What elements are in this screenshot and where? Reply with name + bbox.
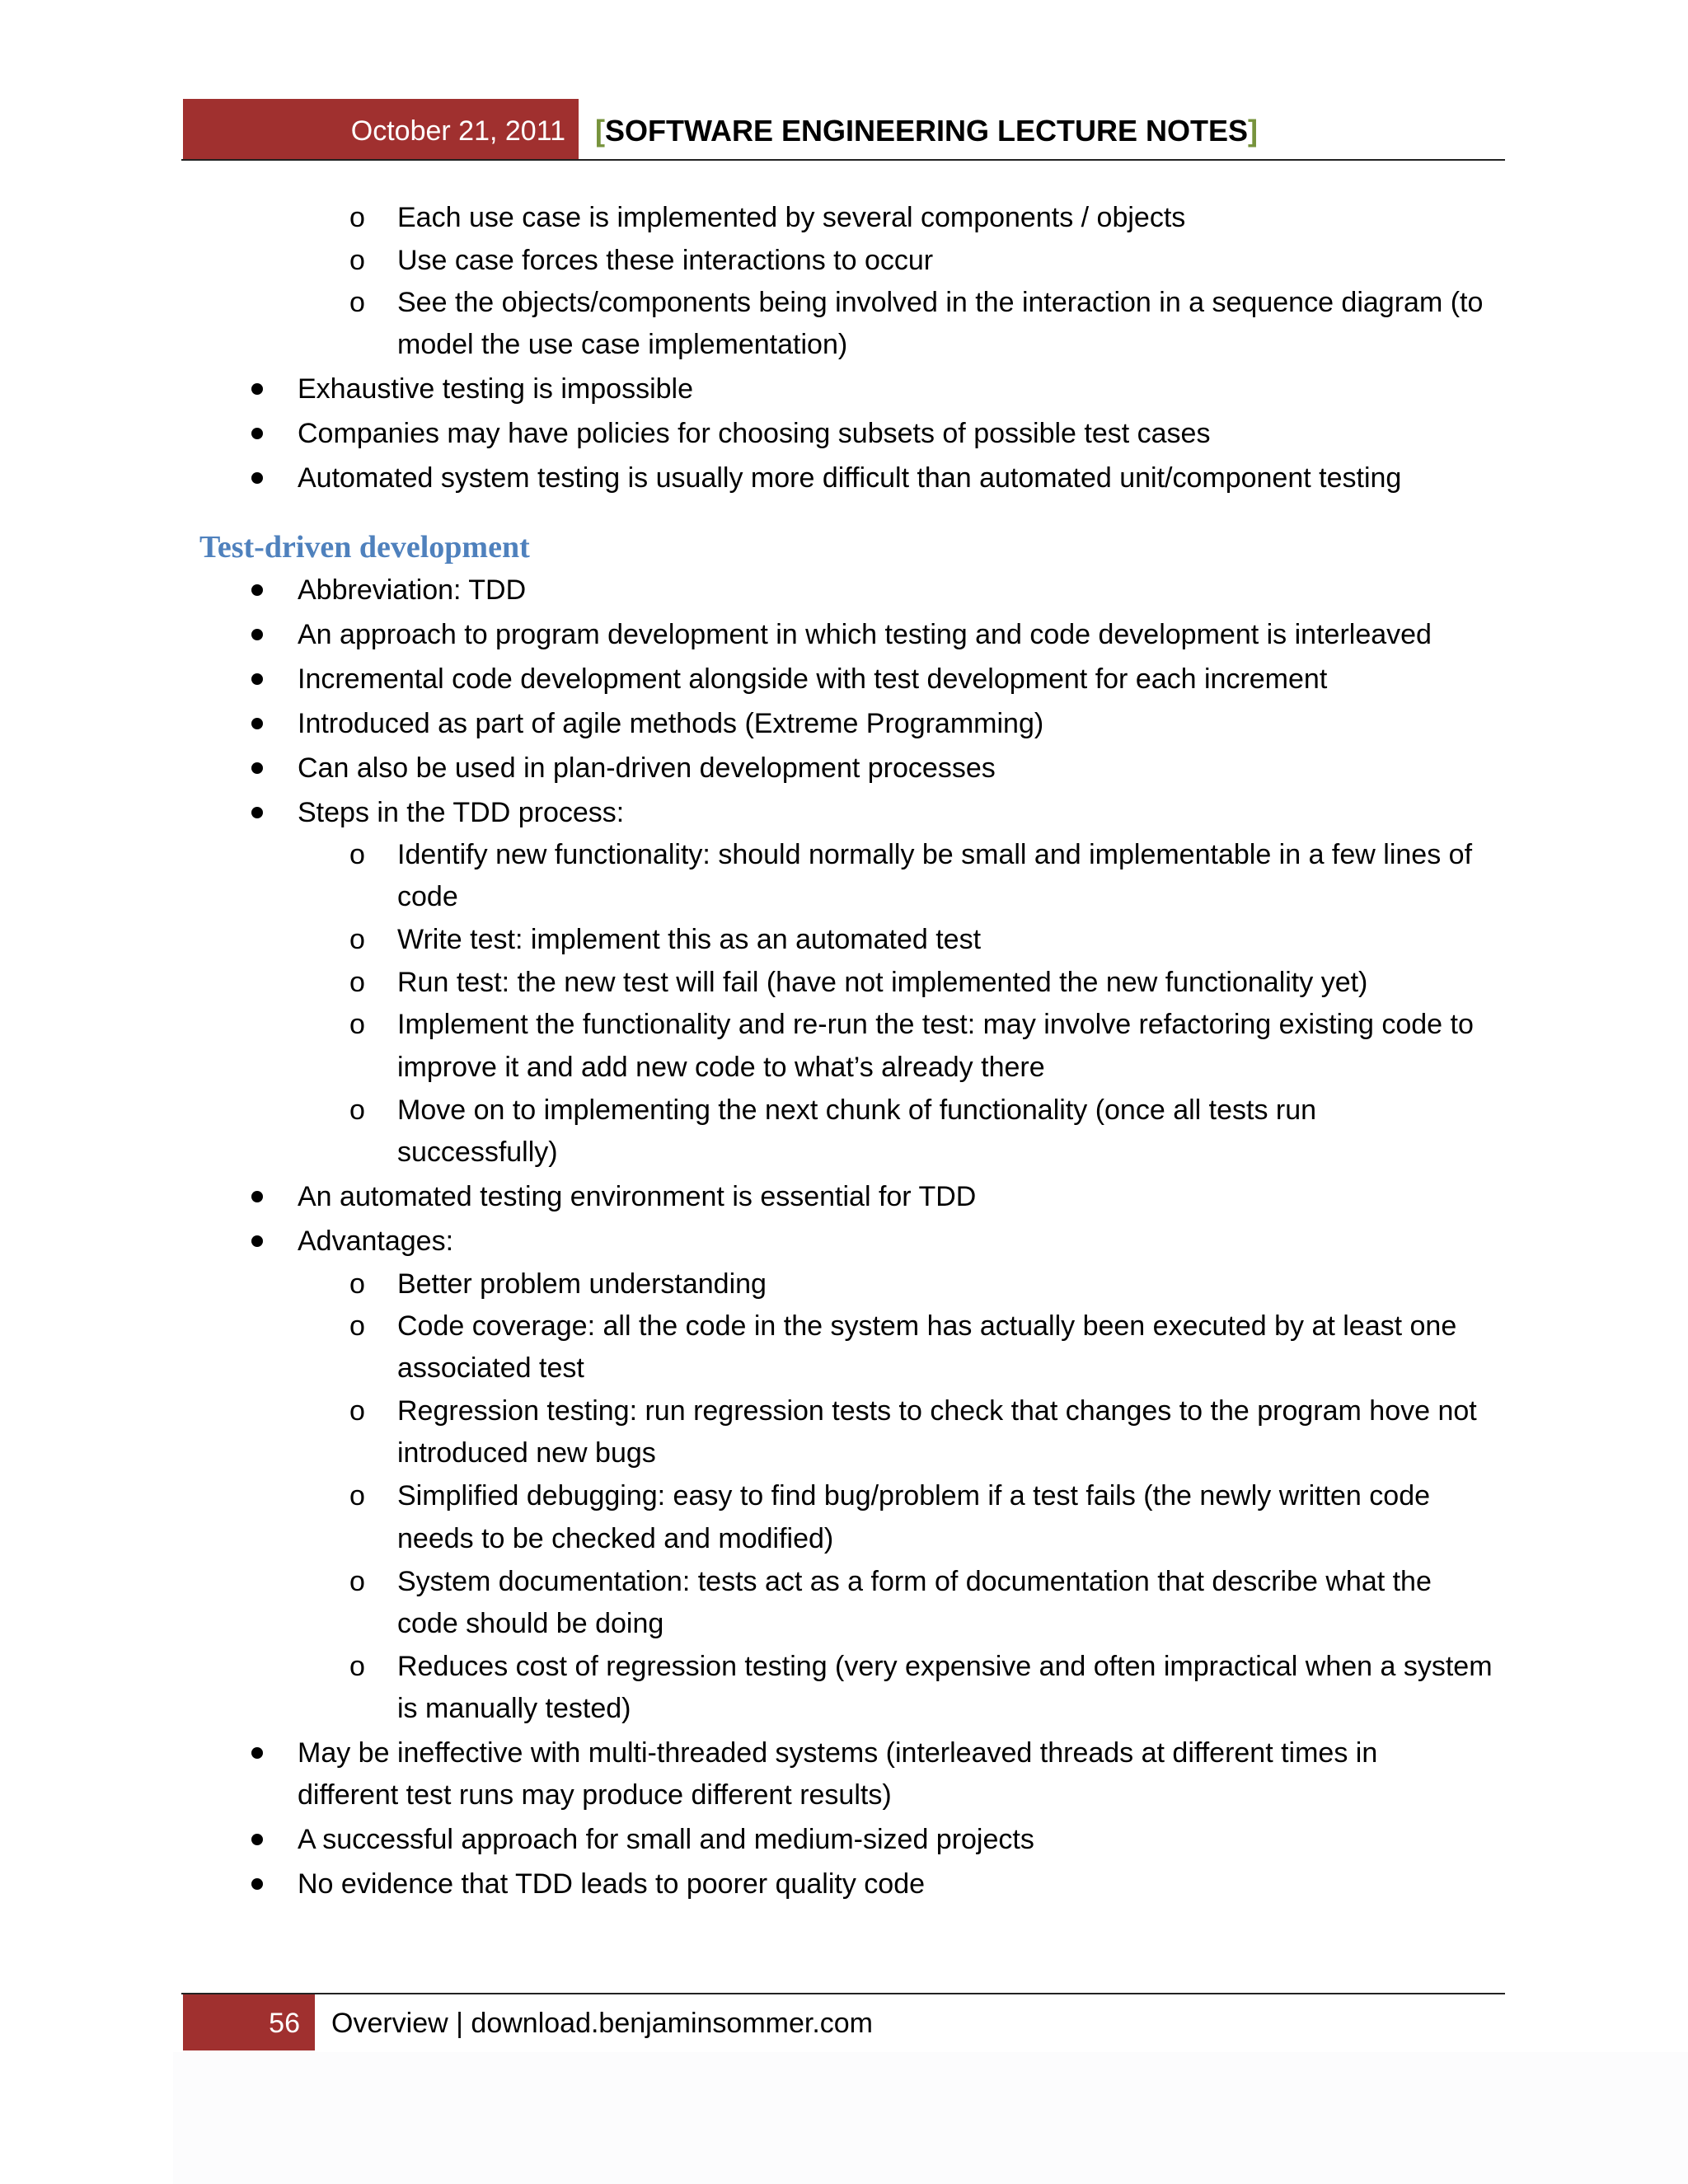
list-item: Advantages: bbox=[298, 1220, 1501, 1263]
list-item: o Code coverage: all the code in the system has actually been executed by at least one bbox=[397, 1305, 1502, 1347]
list-item: May be ineffective with multi-threaded systems (interleaved threads at different times in bbox=[298, 1732, 1501, 1774]
sub-bullet-icon: o bbox=[349, 1094, 365, 1126]
list-item: o Reduces cost of regression testing (very expensive and often impractical when a system bbox=[397, 1645, 1502, 1688]
list-item-continuation: is manually tested) bbox=[397, 1693, 631, 1724]
list-item: o Regression testing: run regression tests to check that changes to the program hove not bbox=[397, 1390, 1502, 1432]
list-item: Can also be used in plan-driven development processes bbox=[298, 747, 1501, 790]
header-date: October 21, 2011 bbox=[350, 115, 565, 147]
sub-bullet-icon: o bbox=[349, 1009, 365, 1040]
list-item: Exhaustive testing is impossible bbox=[298, 368, 1501, 410]
bullet-icon bbox=[251, 383, 263, 395]
list-item: Introduced as part of agile methods (Extreme Programming) bbox=[298, 702, 1501, 745]
list-item: o Better problem understanding bbox=[397, 1263, 1502, 1305]
list-item: An automated testing environment is essential for TDD bbox=[298, 1175, 1501, 1218]
list-item: An approach to program development in which testing and code development is interleaved bbox=[298, 613, 1501, 656]
list-item: o Use case forces these interactions to occur bbox=[397, 239, 1502, 282]
header-bracket-close: ] bbox=[1248, 114, 1259, 148]
list-item: o Run test: the new test will fail (have not implemented the new functionality yet) bbox=[397, 961, 1502, 1004]
sub-bullet-icon: o bbox=[349, 1651, 365, 1682]
list-item: o Implement the functionality and re-run the test: may involve refactoring existing code to bbox=[397, 1003, 1502, 1046]
page-number: 56 bbox=[269, 2008, 300, 2039]
list-item: A successful approach for small and medium-sized projects bbox=[298, 1818, 1501, 1861]
list-item: Abbreviation: TDD bbox=[298, 569, 1501, 612]
sub-bullet-icon: o bbox=[349, 245, 365, 276]
list-item: o Simplified debugging: easy to find bug/problem if a test fails (the newly written code bbox=[397, 1474, 1502, 1517]
bullet-icon bbox=[251, 1878, 263, 1890]
list-item-continuation: associated test bbox=[397, 1352, 584, 1384]
bullet-icon bbox=[251, 472, 263, 484]
bullet-icon bbox=[251, 1191, 263, 1202]
bullet-icon bbox=[251, 629, 263, 640]
bullet-icon bbox=[251, 1834, 263, 1845]
list-item-continuation: successfully) bbox=[397, 1137, 558, 1168]
list-item: Automated system testing is usually more difficult than automated unit/component testing bbox=[298, 457, 1501, 499]
bullet-icon bbox=[251, 428, 263, 439]
page-bottom-shade bbox=[173, 2052, 1688, 2184]
sub-bullet-icon: o bbox=[349, 1480, 365, 1511]
bullet-icon bbox=[251, 584, 263, 596]
list-item: o See the objects/components being involved in the interaction in a sequence diagram (to bbox=[397, 281, 1502, 324]
list-item: Companies may have policies for choosing subsets of possible test cases bbox=[298, 412, 1501, 455]
list-item-continuation: needs to be checked and modified) bbox=[397, 1523, 834, 1554]
list-item: No evidence that TDD leads to poorer quality code bbox=[298, 1863, 1501, 1905]
section-heading: Test-driven development bbox=[199, 530, 530, 565]
bullet-icon bbox=[251, 1235, 263, 1247]
sub-bullet-icon: o bbox=[349, 1395, 365, 1427]
list-item: o Identify new functionality: should normally be small and implementable in a few lines of bbox=[397, 833, 1502, 876]
footer-text: Overview | download.benjaminsommer.com bbox=[331, 2008, 873, 2039]
header-bracket-open: [ bbox=[595, 114, 605, 148]
sub-bullet-icon: o bbox=[349, 967, 365, 998]
header-title-text: SOFTWARE ENGINEERING LECTURE NOTES bbox=[605, 114, 1249, 148]
bullet-icon bbox=[251, 1747, 263, 1759]
list-item: o Write test: implement this as an automated test bbox=[397, 918, 1502, 961]
list-item: o Each use case is implemented by several components / objects bbox=[397, 196, 1502, 239]
list-item-continuation: code bbox=[397, 881, 458, 912]
list-item-continuation: introduced new bugs bbox=[397, 1437, 656, 1469]
sub-bullet-icon: o bbox=[349, 1310, 365, 1342]
list-item-continuation: different test runs may produce different results) bbox=[298, 1779, 892, 1811]
sub-bullet-icon: o bbox=[349, 924, 365, 955]
bullet-icon bbox=[251, 807, 263, 818]
sub-bullet-icon: o bbox=[349, 202, 365, 233]
sub-bullet-icon: o bbox=[349, 1268, 365, 1300]
bullet-icon bbox=[251, 673, 263, 685]
list-item-continuation: code should be doing bbox=[397, 1608, 664, 1639]
sub-bullet-icon: o bbox=[349, 1566, 365, 1597]
list-item: Incremental code development alongside with test development for each increment bbox=[298, 658, 1501, 701]
list-item: o System documentation: tests act as a form of documentation that describe what the bbox=[397, 1560, 1502, 1603]
list-item-continuation: model the use case implementation) bbox=[397, 329, 848, 360]
header-divider bbox=[181, 159, 1505, 161]
bullet-icon bbox=[251, 718, 263, 729]
list-item: o Move on to implementing the next chunk of functionality (once all tests run bbox=[397, 1089, 1502, 1132]
list-item: Steps in the TDD process: bbox=[298, 791, 1501, 834]
sub-bullet-icon: o bbox=[349, 287, 365, 318]
header-title bbox=[595, 99, 1258, 160]
sub-bullet-icon: o bbox=[349, 839, 365, 870]
list-item-continuation: improve it and add new code to what’s already there bbox=[397, 1052, 1045, 1083]
bullet-icon bbox=[251, 762, 263, 774]
